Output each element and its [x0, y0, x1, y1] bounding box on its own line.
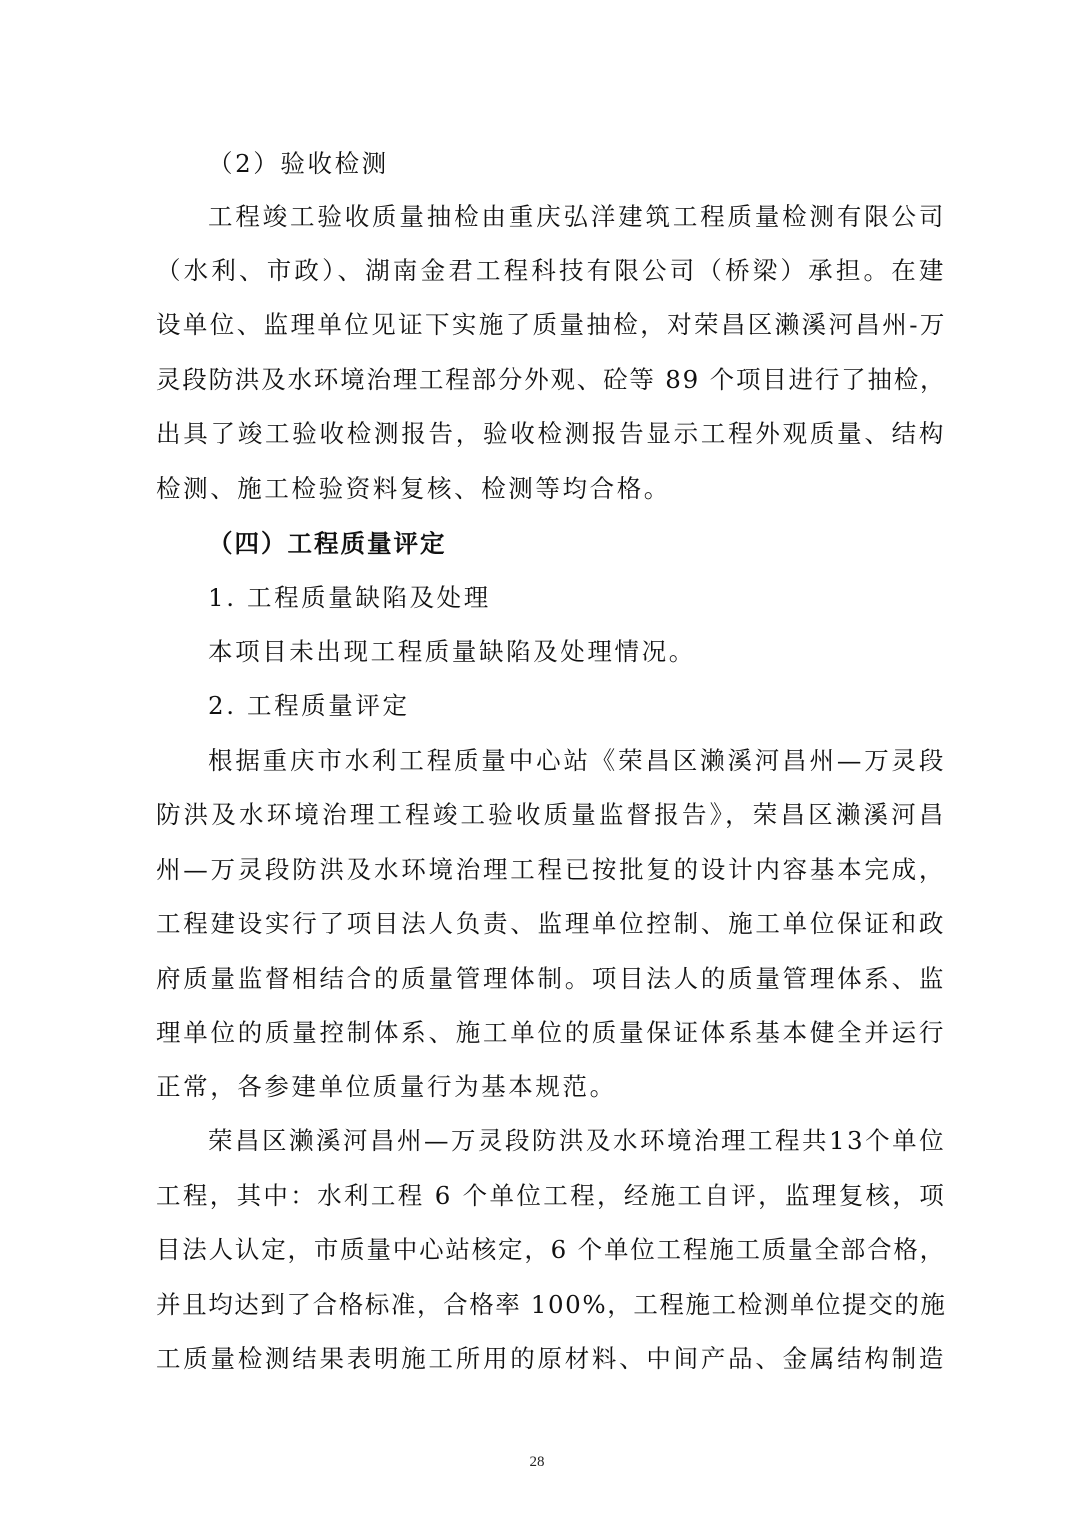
paragraph-line: 荣昌区濑溪河昌州—万灵段防洪及水环境治理工程共13个单位	[208, 1126, 946, 1155]
paragraph-line: 理单位的质量控制体系、施工单位的质量保证体系基本健全并运行	[156, 1018, 946, 1047]
paragraph-line: 工质量检测结果表明施工所用的原材料、中间产品、金属结构制造	[156, 1344, 946, 1373]
paragraph-line: 灵段防洪及水环境治理工程部分外观、砼等 89 个项目进行了抽检，	[156, 365, 947, 394]
paragraph-line: 根据重庆市水利工程质量中心站《荣昌区濑溪河昌州—万灵段	[208, 746, 946, 775]
section-heading-quality-evaluation: （四）工程质量评定	[208, 529, 447, 558]
paragraph-line: 本项目未出现工程质量缺陷及处理情况。	[208, 637, 696, 666]
section-heading-acceptance-testing: （2）验收检测	[208, 149, 389, 178]
paragraph-line: 防洪及水环境治理工程竣工验收质量监督报告》，荣昌区濑溪河昌	[156, 800, 946, 829]
paragraph-line: 检测、施工检验资料复核、检测等均合格。	[156, 474, 671, 503]
item-heading-defects: 1. 工程质量缺陷及处理	[208, 583, 491, 612]
paragraph-line: 出具了竣工验收检测报告，验收检测报告显示工程外观质量、结构	[156, 419, 946, 448]
paragraph-line: 目法人认定，市质量中心站核定，6 个单位工程施工质量全部合格，	[156, 1235, 946, 1264]
paragraph-line: 工程竣工验收质量抽检由重庆弘洋建筑工程质量检测有限公司	[208, 202, 946, 231]
paragraph-line: 正常，各参建单位质量行为基本规范。	[156, 1072, 617, 1101]
paragraph-line: （水利、市政）、湖南金君工程科技有限公司（桥梁）承担。在建	[156, 256, 946, 285]
paragraph-line: 府质量监督相结合的质量管理体制。项目法人的质量管理体系、监	[156, 964, 946, 993]
paragraph-line: 工程建设实行了项目法人负责、监理单位控制、施工单位保证和政	[156, 909, 946, 938]
paragraph-line: 设单位、监理单位见证下实施了质量抽检，对荣昌区濑溪河昌州-万	[156, 310, 947, 339]
paragraph-line: 工程，其中：水利工程 6 个单位工程，经施工自评，监理复核，项	[156, 1181, 946, 1210]
page-number: 28	[529, 1454, 545, 1470]
item-heading-evaluation: 2. 工程质量评定	[208, 691, 410, 720]
paragraph-line: 并且均达到了合格标准，合格率 100%，工程施工检测单位提交的施	[156, 1290, 947, 1319]
paragraph-line: 州—万灵段防洪及水环境治理工程已按批复的设计内容基本完成，	[156, 855, 946, 884]
